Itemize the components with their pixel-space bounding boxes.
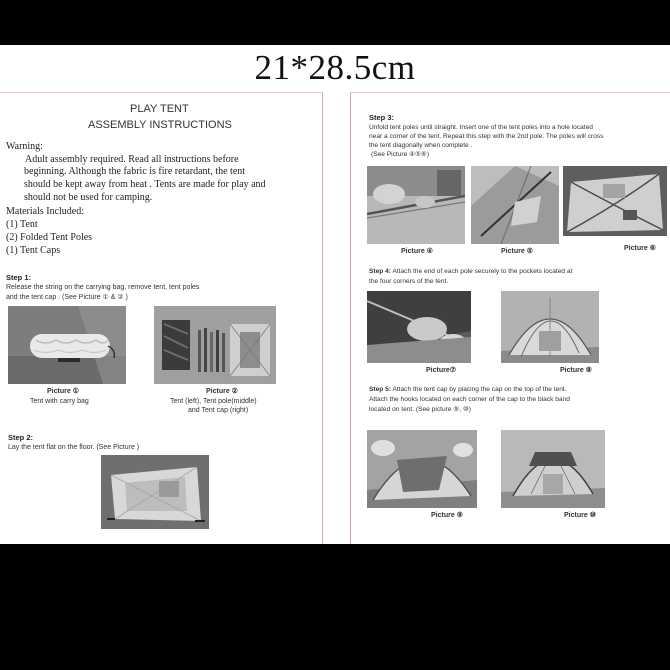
picture-1-photo (8, 306, 126, 384)
picture-7-photo (367, 291, 471, 363)
warning-line: should be kept away from heat . Tents are made for play and (24, 179, 266, 190)
title-line-1: PLAY TENT (130, 103, 189, 115)
picture-10-photo (501, 430, 605, 508)
picture-6-photo (563, 166, 667, 236)
size-label: 21*28.5cm (254, 48, 416, 87)
picture-8-label: Picture ⑧ (560, 367, 592, 374)
step3-line: (See Picture ④⑤⑥) (371, 151, 430, 158)
picture-5-label: Picture ⑤ (501, 248, 533, 255)
step5-line: Attach the hooks located on each corner of the cap to the black band (369, 396, 570, 403)
picture-7-label: Picture⑦ (426, 367, 457, 374)
step3-line: near a corner of the tent. Repeat this step with the 2nd pole. The poles will cross (369, 133, 604, 140)
picture-9-photo (367, 430, 477, 508)
materials-item: (1) Tent (6, 219, 38, 230)
materials-item: (1) Tent Caps (6, 245, 61, 256)
picture-2-label: Picture ② (206, 388, 238, 395)
picture-3-photo (101, 455, 209, 529)
step2-label: Step 2: (8, 433, 34, 442)
picture-10-label: Picture ⑩ (564, 512, 596, 519)
picture-1-caption: Tent with carry bag (30, 398, 89, 405)
warning-line: should not be used for camping. (24, 192, 153, 203)
title-line-2: ASSEMBLY INSTRUCTIONS (88, 119, 232, 131)
picture-9-label: Picture ⑨ (431, 512, 463, 519)
picture-6-label: Picture ⑥ (624, 245, 656, 252)
step3-label: Step 3: (369, 113, 395, 122)
step5-line: located on tent. (See picture ⑨, ⑩) (369, 406, 471, 413)
step1-line: Release the string on the carrying bag, remove tent, tent poles (6, 284, 200, 291)
step3-line: the tent diagonally when complete . (369, 142, 473, 149)
step3-line: Unfold tent poles until straight. Insert one of the tent poles into a hole located (369, 124, 593, 131)
step4-label: Step 4: (369, 268, 391, 275)
picture-5-photo (471, 166, 559, 244)
picture-8-photo (501, 291, 599, 363)
step5-text: Attach the tent cap by placing the cap on the top of the tent. (392, 386, 567, 393)
instruction-sheet (0, 45, 670, 544)
step5-label: Step 5: (369, 386, 391, 393)
picture-2-photo (154, 306, 276, 384)
picture-4-photo (367, 166, 465, 244)
picture-2-caption-line: and Tent cap (right) (188, 407, 249, 414)
step5-line (369, 385, 567, 395)
picture-2-caption-line: Tent (left), Tent pole(middle) (170, 398, 257, 405)
picture-4-label: Picture ④ (401, 248, 433, 255)
warning-line: Adult assembly required. Read all instructions before (25, 154, 239, 165)
warning-label: Warning: (6, 141, 43, 152)
step4-line: the four corners of the tent. (369, 278, 449, 285)
step1-line: and the tent cap . (See Picture ① & ② ) (6, 294, 128, 301)
step1-label: Step 1: (6, 273, 32, 282)
warning-line: beginning. Although the fabric is fire retardant, the tent (24, 166, 246, 177)
step2-text: Lay the tent flat on the floor. (See Picture ) (8, 444, 140, 451)
step4-text: Attach the end of each pole securely to the pockets located at (392, 268, 573, 275)
left-page (0, 92, 323, 544)
materials-item: (2) Folded Tent Poles (6, 232, 93, 243)
right-page (350, 92, 670, 544)
page-gutter (323, 92, 350, 544)
step4-line (369, 267, 572, 277)
picture-1-label: Picture ① (47, 388, 79, 395)
materials-label: Materials Included: (6, 206, 85, 217)
